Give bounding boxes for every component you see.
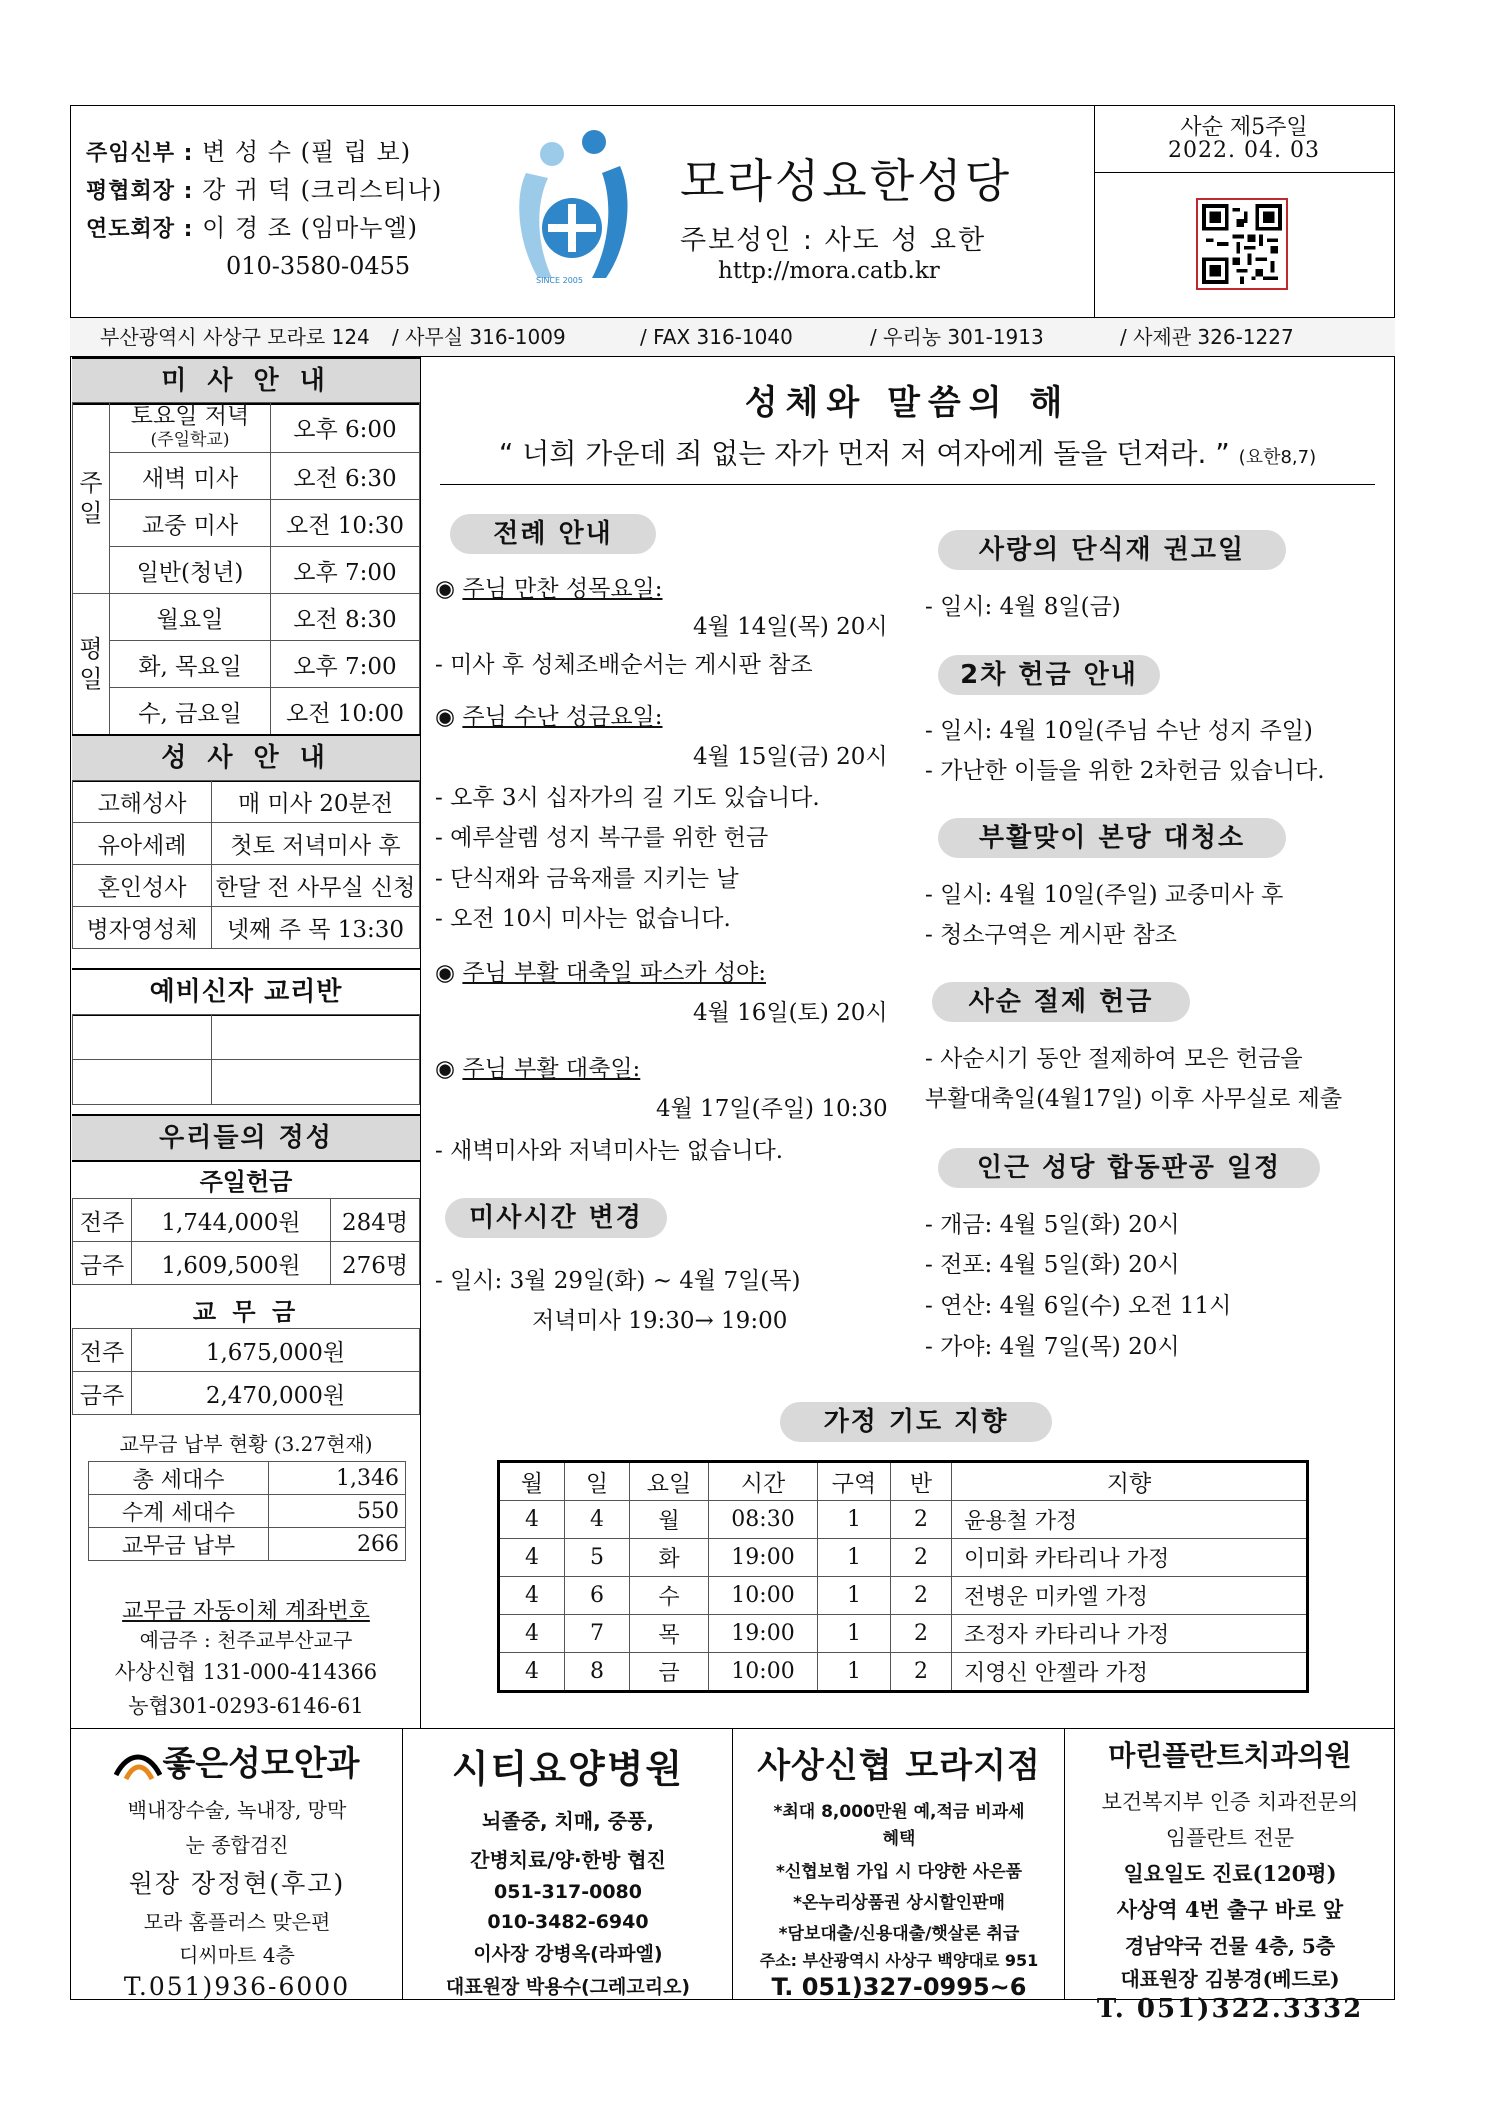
liturgy-item-1: ◉ 주님 만찬 성목요일: (435, 576, 663, 602)
ad-eye-clinic (72, 1738, 402, 2001)
penance-line-2: - 전포: 4월 5일(화) 20시 (925, 1252, 1180, 1278)
ad-care-hospital-line-3: 051-317-0080 (494, 1881, 642, 1903)
penance-line-3: - 연산: 4월 6일(수) 오전 11시 (925, 1293, 1232, 1319)
ad-dental-clinic-phone: T. 051)322.3332 (1096, 1994, 1364, 2024)
sacrament-marriage: 혼인성사 (73, 865, 212, 907)
liturgical-season: 사순 제5주일 (1180, 115, 1308, 140)
liturgy-item-1-date: 4월 14일(목) 20시 (693, 614, 888, 640)
parish-logo-icon (508, 128, 638, 288)
ad-dental-clinic-line-3: 일요일도 진료(120평) (1123, 1861, 1337, 1886)
mass-wed-fri: 수, 금요일 (110, 688, 271, 735)
ad-dental-clinic (1066, 1734, 1394, 2024)
ad-dental-clinic-line-2: 임플란트 전문 (1165, 1826, 1295, 1850)
ad-care-hospital-line-5: 이사장 강병옥(라파엘) (473, 1943, 663, 1965)
penance-line-4: - 가야: 4월 7일(목) 20시 (925, 1334, 1180, 1360)
lent-offering-line-1: - 사순시기 동안 절제하여 모은 헌금을 (925, 1046, 1303, 1072)
second-collection-line-2: - 가난한 이들을 위한 2차헌금 있습니다. (925, 758, 1325, 784)
ad-care-hospital (404, 1738, 732, 1999)
ad-care-hospital-line-1: 뇌졸중, 치매, 중풍, (482, 1809, 654, 1833)
sunday-offering-table (72, 1198, 420, 1285)
dues-paid-label: 교무금 납부 (89, 1528, 269, 1561)
liturgy-item-3-date: 4월 16일(토) 20시 (693, 1000, 888, 1026)
households-label: 총 세대수 (89, 1462, 269, 1495)
fasting-day-line-1: - 일시: 4월 8일(금) (925, 594, 1121, 620)
sunday-offering-title: 주일헌금 (199, 1168, 293, 1196)
prayer-col-weekday: 요일 (630, 1462, 709, 1501)
cleaning-line-1: - 일시: 4월 10일(주일) 교중미사 후 (925, 882, 1284, 908)
offering-this-count: 276명 (331, 1242, 420, 1285)
ad-credit-union-line-2: 혜택 (882, 1829, 916, 1849)
liturgy-item-4-note-1: - 새벽미사와 저녁미사는 없습니다. (435, 1138, 784, 1164)
sacrament-confession: 고해성사 (73, 781, 212, 823)
prayer-col-day: 일 (565, 1462, 630, 1501)
ad-credit-union (734, 1738, 1064, 2001)
contact-office: / 사무실 316-1009 (392, 325, 566, 349)
sacrament-marriage-value: 한달 전 사무실 신청 (212, 865, 420, 907)
sacraments-title: 성 사 안 내 (72, 734, 420, 782)
prayer-col-group: 반 (891, 1462, 952, 1501)
mass-sat-evening: 토요일 저녁 (주일학교) (110, 403, 271, 453)
dues-paid-value: 266 (269, 1528, 406, 1561)
staff-list (86, 134, 442, 248)
ad-eye-clinic-line-5: 디씨마트 4층 (179, 1943, 295, 1967)
catechumen-title: 예비신자 교리반 (72, 968, 420, 1016)
contact-bar (70, 318, 1395, 356)
prayer-col-intention: 지향 (952, 1462, 1308, 1501)
second-collection-title: 2차 헌금 안내 (938, 655, 1160, 695)
mass-dawn-time: 오전 6:30 (271, 453, 420, 500)
ad-eye-clinic-line-3: 원장 장정현(후고) (128, 1869, 346, 1898)
ad-eye-clinic-phone: T.051)936-6000 (123, 1972, 351, 2001)
staff-pastor: 주임신부 : 변 성 수 (필 립 보) (86, 138, 412, 166)
ad-eye-clinic-line-4: 모라 홈플러스 맞은편 (143, 1910, 331, 1934)
sacraments-table (72, 780, 420, 949)
qr-code[interactable] (1196, 198, 1288, 290)
offering-prev-label: 전주 (73, 1199, 132, 1242)
dues-status-title: 교무금 납부 현황 (3.27현재) (119, 1432, 373, 1456)
sacrament-sick: 병자영성체 (73, 907, 212, 949)
mass-main: 교중 미사 (110, 500, 271, 547)
mass-tue-thu-time: 오후 7:00 (271, 641, 420, 688)
lent-offering-title: 사순 절제 헌금 (932, 982, 1190, 1022)
table-row: 4 5 화 19:00 1 2 이미화 카타리나 가정 (499, 1539, 1308, 1577)
prayer-title: 가정 기도 지향 (780, 1402, 1052, 1442)
ad-credit-union-line-5: *담보대출/신용대출/햇살론 취급 (778, 1924, 1020, 1944)
ad-care-hospital-line-2: 간병치료/양·한방 협진 (470, 1848, 666, 1872)
ad-dental-clinic-line-6: 대표원장 김봉경(베드로) (1120, 1967, 1340, 1991)
logo-since: SINCE 2005 (536, 276, 583, 285)
eye-logo-icon (114, 1749, 162, 1783)
qr-code-icon (1202, 204, 1282, 284)
ad-credit-union-line-6: 주소: 부산광역시 사상구 백양대로 951 (759, 1951, 1039, 1970)
households-value: 1,346 (269, 1462, 406, 1495)
contact-fax: / FAX 316-1040 (640, 325, 793, 349)
second-collection-line-1: - 일시: 4월 10일(주님 수난 성지 주일) (925, 718, 1313, 744)
liturgy-title: 전례 안내 (450, 514, 656, 554)
mass-change-title: 미사시간 변경 (445, 1198, 667, 1238)
parish-name: 모라성요한성당 (680, 154, 1013, 208)
mass-change-detail: 저녁미사 19:30→ 19:00 (532, 1308, 788, 1334)
table-row: 4 8 금 10:00 1 2 지영신 안젤라 가정 (499, 1653, 1308, 1692)
prayer-table (497, 1460, 1309, 1693)
baptized-households-value: 550 (269, 1495, 406, 1528)
ad-care-hospital-line-4: 010-3482-6940 (487, 1911, 649, 1933)
sacrament-confession-value: 매 미사 20분전 (212, 781, 420, 823)
staff-funeral: 연도회장 : 이 경 조 (임마누엘) (86, 214, 419, 242)
liturgy-item-2-date: 4월 15일(금) 20시 (693, 744, 888, 770)
bulletin-date: 2022. 04. 03 (1168, 138, 1320, 163)
dues-status-table (88, 1461, 406, 1561)
ad-care-hospital-name: 시티요양병원 (451, 1746, 685, 1791)
liturgy-item-2-note-4: - 오전 10시 미사는 없습니다. (435, 906, 731, 932)
mass-youth: 일반(청년) (110, 547, 271, 594)
dues-table (72, 1328, 420, 1415)
auto-transfer-title: 교무금 자동이체 계좌번호 (122, 1599, 370, 1624)
auto-transfer-account-2: 농협301-0293-6146-61 (128, 1694, 364, 1718)
sunday-label: 주 일 (73, 403, 110, 594)
liturgy-item-2-note-1: - 오후 3시 십자가의 길 기도 있습니다. (435, 785, 820, 811)
parish-logo (508, 128, 638, 288)
ad-credit-union-line-1: *최대 8,000만원 예,적금 비과세 (773, 1802, 1025, 1822)
mass-change-period: - 일시: 3월 29일(화) ~ 4월 7일(목) (435, 1268, 801, 1294)
offering-prev-amount: 1,744,000원 (132, 1199, 331, 1242)
table-row: 4 4 월 08:30 1 2 윤용철 가정 (499, 1501, 1308, 1539)
ad-dental-clinic-line-4: 사상역 4번 출구 바로 앞 (1116, 1897, 1344, 1922)
ad-dental-clinic-line-5: 경남약국 건물 4층, 5층 (1124, 1934, 1336, 1958)
dues-prev-label: 전주 (73, 1329, 132, 1372)
mass-dawn: 새벽 미사 (110, 453, 271, 500)
lent-offering-line-2: 부활대축일(4월17일) 이후 사무실로 제출 (925, 1086, 1343, 1112)
bullet-icon: ◉ (435, 960, 456, 986)
offering-prev-count: 284명 (331, 1199, 420, 1242)
offering-this-label: 금주 (73, 1242, 132, 1285)
mass-monday: 월요일 (110, 594, 271, 641)
ad-dental-clinic-name: 마린플란트치과의원 (1108, 1739, 1352, 1772)
liturgy-item-2: ◉ 주님 수난 성금요일: (435, 704, 663, 730)
weekday-label: 평 일 (73, 594, 110, 735)
bullet-icon: ◉ (435, 704, 456, 730)
contact-rectory: / 사제관 326-1227 (1120, 325, 1294, 349)
gospel-quote-ref: (요한8,7) (1238, 447, 1317, 468)
ad-credit-union-line-3: *신협보험 가입 시 다양한 사은품 (775, 1862, 1023, 1882)
mass-tue-thu: 화, 목요일 (110, 641, 271, 688)
table-row: 4 7 목 19:00 1 2 조정자 카타리나 가정 (499, 1615, 1308, 1653)
liturgy-item-4: ◉ 주님 부활 대축일: (435, 1056, 641, 1082)
sacrament-sick-value: 넷째 주 목 13:30 (212, 907, 420, 949)
table-row: 4 6 수 10:00 1 2 전병운 미카엘 가정 (499, 1577, 1308, 1615)
mass-monday-time: 오전 8:30 (271, 594, 420, 641)
patron-saint: 주보성인 : 사도 성 요한 (680, 225, 987, 256)
dues-this-amount: 2,470,000원 (132, 1372, 420, 1415)
sacrament-baptism-value: 첫토 저녁미사 후 (212, 823, 420, 865)
prayer-col-district: 구역 (818, 1462, 891, 1501)
mass-schedule-table (72, 402, 420, 735)
prayer-col-time: 시간 (709, 1462, 818, 1501)
offering-this-amount: 1,609,500원 (132, 1242, 331, 1285)
bullet-icon: ◉ (435, 1056, 456, 1082)
auto-transfer-account-1: 사상신협 131-000-414366 (114, 1660, 378, 1684)
dues-this-label: 금주 (73, 1372, 132, 1415)
ad-eye-clinic-line-2: 눈 종합검진 (185, 1833, 289, 1857)
ad-care-hospital-line-6: 대표원장 박용수(그레고리오) (445, 1976, 691, 1998)
contact-post: / 우리농 301-1913 (870, 325, 1044, 349)
dues-title: 교 무 금 (192, 1298, 300, 1326)
fasting-day-title: 사랑의 단식재 권고일 (938, 530, 1286, 570)
liturgy-item-2-note-2: - 예루살렘 성지 복구를 위한 헌금 (435, 825, 769, 851)
liturgy-item-3: ◉ 주님 부활 대축일 파스카 성야: (435, 960, 766, 986)
liturgy-item-4-date: 4월 17일(주일) 10:30 (656, 1096, 888, 1122)
prayer-col-month: 월 (499, 1462, 565, 1501)
contact-address: 부산광역시 사상구 모라로 124 (100, 325, 370, 349)
year-theme-title: 성체와 말씀의 해 (744, 383, 1071, 423)
catechumen-table (72, 1014, 420, 1105)
parish-url[interactable]: http://mora.catb.kr (718, 258, 940, 284)
staff-phone: 010-3580-0455 (226, 252, 411, 280)
auto-transfer-holder: 예금주 : 천주교부산교구 (139, 1628, 353, 1652)
ad-credit-union-name: 사상신협 모라지점 (757, 1746, 1041, 1786)
cleaning-title: 부활맞이 본당 대청소 (938, 818, 1286, 858)
mass-schedule-title: 미 사 안 내 (72, 357, 420, 405)
gospel-quote-text: “ 너희 가운데 죄 없는 자가 먼저 저 여자에게 돌을 던져라. ” (498, 437, 1230, 470)
penance-line-1: - 개금: 4월 5일(화) 20시 (925, 1212, 1180, 1238)
offering-title: 우리들의 정성 (72, 1114, 420, 1162)
dues-prev-amount: 1,675,000원 (132, 1329, 420, 1372)
gospel-quote (420, 432, 1395, 472)
mass-sat-evening-time: 오후 6:00 (271, 403, 420, 453)
liturgy-item-2-note-3: - 단식재와 금육재를 지키는 날 (435, 866, 739, 892)
ad-eye-clinic-line-1: 백내장수술, 녹내장, 망막 (127, 1798, 347, 1822)
ad-eye-clinic-name: 좋은성모안과 (72, 1738, 402, 1790)
baptized-households-label: 수계 세대수 (89, 1495, 269, 1528)
penance-title: 인근 성당 합동판공 일정 (938, 1148, 1320, 1188)
ad-credit-union-phone: T. 051)327-0995~6 (771, 1973, 1027, 2001)
mass-wed-fri-time: 오전 10:00 (271, 688, 420, 735)
sacrament-baptism: 유아세례 (73, 823, 212, 865)
ad-dental-clinic-line-1: 보건복지부 인증 치과전문의 (1101, 1790, 1359, 1814)
mass-main-time: 오전 10:30 (271, 500, 420, 547)
mass-youth-time: 오후 7:00 (271, 547, 420, 594)
staff-council: 평협회장 : 강 귀 덕 (크리스티나) (86, 176, 443, 204)
ad-credit-union-line-4: *온누리상품권 상시할인판매 (793, 1893, 1005, 1913)
cleaning-line-2: - 청소구역은 게시판 참조 (925, 922, 1177, 948)
bullet-icon: ◉ (435, 576, 456, 602)
liturgy-item-1-note-1: - 미사 후 성체조배순서는 게시판 참조 (435, 652, 813, 678)
